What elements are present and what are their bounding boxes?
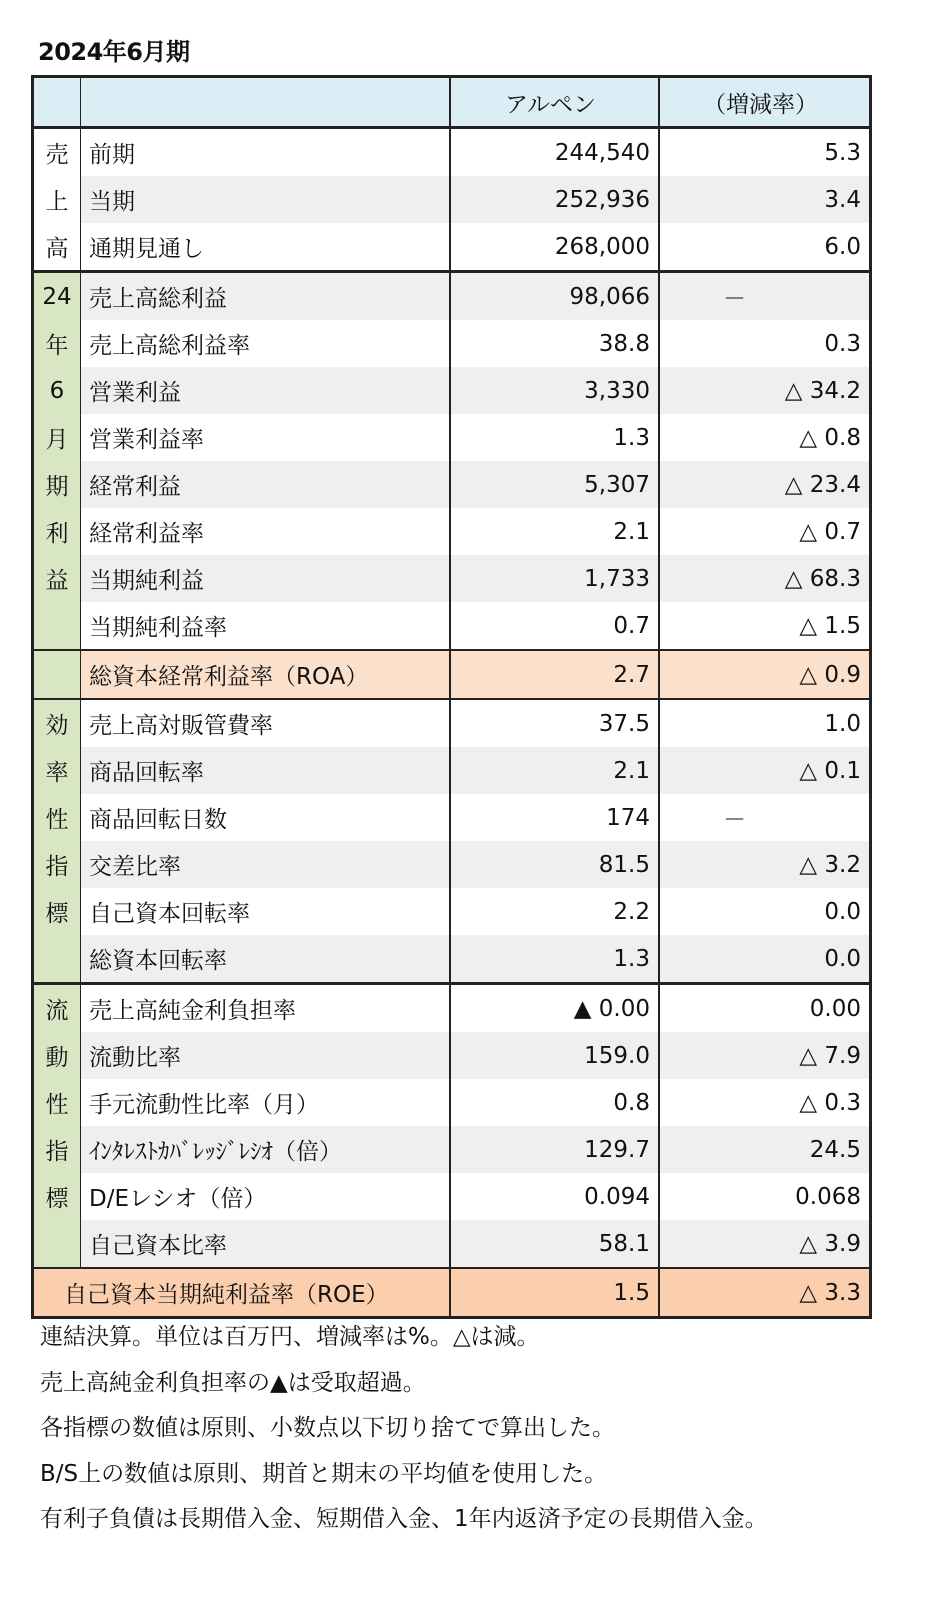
row-change: △ 0.9 <box>659 650 871 699</box>
row-change: 1.0 <box>659 699 871 747</box>
row-change: △ 0.7 <box>659 508 871 555</box>
row-name: 営業利益 <box>81 367 451 414</box>
row-value: 1.5 <box>450 1268 659 1318</box>
table-row <box>33 1173 871 1220</box>
row-change: △ 1.5 <box>659 602 871 650</box>
table-row <box>33 555 871 602</box>
row-name: 交差比率 <box>81 841 451 888</box>
section-label-char: 24 <box>33 272 81 321</box>
row-change: △ 34.2 <box>659 367 871 414</box>
table-row <box>33 367 871 414</box>
section-label-char: 月 <box>33 414 81 461</box>
table-row <box>33 1220 871 1268</box>
row-name: 商品回転日数 <box>81 794 451 841</box>
page-title: 2024年6月期 <box>38 38 190 66</box>
header-blank-name <box>81 77 451 128</box>
row-value: ▲ 0.00 <box>450 984 659 1033</box>
row-value: 2.1 <box>450 508 659 555</box>
row-change: △ 0.8 <box>659 414 871 461</box>
footnote: 連結決算。単位は百万円、増減率は%。△は減。 <box>40 1324 540 1350</box>
table-row <box>33 414 871 461</box>
row-name: 自己資本回転率 <box>81 888 451 935</box>
footnote: 有利子負債は長期借入金、短期借入金、1年内返済予定の長期借入金。 <box>40 1506 768 1532</box>
table-row <box>33 984 871 1033</box>
section-label-char: 動 <box>33 1032 81 1079</box>
footnote: B/S上の数値は原則、期首と期末の平均値を使用した。 <box>40 1460 608 1487</box>
row-change: 24.5 <box>659 1126 871 1173</box>
row-value: 38.8 <box>450 320 659 367</box>
row-value: 159.0 <box>450 1032 659 1079</box>
table-row <box>33 272 871 321</box>
row-name: 売上高純金利負担率 <box>81 984 451 1033</box>
table-row <box>33 176 871 223</box>
table-row <box>33 888 871 935</box>
row-name: 当期純利益率 <box>81 602 451 650</box>
roa-row <box>33 650 871 699</box>
row-name: 自己資本当期純利益率（ROE） <box>33 1268 451 1318</box>
footnotes <box>40 1315 768 1543</box>
header-company: アルペン <box>450 77 659 128</box>
table-row <box>33 841 871 888</box>
row-name: 総資本経常利益率（ROA） <box>81 650 451 699</box>
row-name: 手元流動性比率（月） <box>81 1079 451 1126</box>
section-label-char: 年 <box>33 320 81 367</box>
row-name: 通期見通し <box>81 223 451 272</box>
row-name: 経常利益率 <box>81 508 451 555</box>
header-blank <box>33 77 81 128</box>
table-header-row <box>33 77 871 128</box>
section-label-char: 効 <box>33 699 81 747</box>
table-row <box>33 747 871 794</box>
row-change: △ 3.2 <box>659 841 871 888</box>
table-row <box>33 1032 871 1079</box>
row-value: 1,733 <box>450 555 659 602</box>
row-name: 流動比率 <box>81 1032 451 1079</box>
row-value: 0.8 <box>450 1079 659 1126</box>
row-value: 174 <box>450 794 659 841</box>
row-value: 0.7 <box>450 602 659 650</box>
table-row <box>33 223 871 272</box>
table-row <box>33 699 871 747</box>
table-row <box>33 461 871 508</box>
table-row <box>33 128 871 177</box>
table-row <box>33 794 871 841</box>
row-change: 3.4 <box>659 176 871 223</box>
row-value: 2.2 <box>450 888 659 935</box>
row-change: △ 0.3 <box>659 1079 871 1126</box>
row-name: 売上高総利益 <box>81 272 451 321</box>
row-name: ｲﾝﾀﾚｽﾄｶﾊﾞﾚｯｼﾞﾚｼｵ（倍） <box>81 1126 451 1173</box>
footnote: 売上高純金利負担率の▲は受取超過。 <box>40 1369 426 1396</box>
section-label-char: 指 <box>33 841 81 888</box>
table-row <box>33 320 871 367</box>
section-label-char: 標 <box>33 888 81 935</box>
row-name: D/Eレシオ（倍） <box>81 1173 451 1220</box>
table-row <box>33 508 871 555</box>
row-value: 37.5 <box>450 699 659 747</box>
section-label-char: 率 <box>33 747 81 794</box>
row-change: － <box>659 794 871 841</box>
section-label-char: 流 <box>33 984 81 1033</box>
row-change: 0.3 <box>659 320 871 367</box>
row-value: 58.1 <box>450 1220 659 1268</box>
row-value: 244,540 <box>450 128 659 177</box>
row-change: 0.068 <box>659 1173 871 1220</box>
row-name: 経常利益 <box>81 461 451 508</box>
row-change: 6.0 <box>659 223 871 272</box>
row-value: 1.3 <box>450 414 659 461</box>
row-change: 0.0 <box>659 935 871 984</box>
row-value: 81.5 <box>450 841 659 888</box>
row-change: △ 7.9 <box>659 1032 871 1079</box>
row-change: － <box>659 272 871 321</box>
row-value: 129.7 <box>450 1126 659 1173</box>
row-change: △ 3.3 <box>659 1268 871 1318</box>
section-label-blank <box>33 1220 81 1268</box>
section-label-char: 期 <box>33 461 81 508</box>
row-change: △ 68.3 <box>659 555 871 602</box>
section-label-char: 売 <box>33 128 81 177</box>
row-change: △ 3.9 <box>659 1220 871 1268</box>
section-label-char: 標 <box>33 1173 81 1220</box>
table-row <box>33 602 871 650</box>
row-name: 総資本回転率 <box>81 935 451 984</box>
row-name: 当期 <box>81 176 451 223</box>
row-value: 5,307 <box>450 461 659 508</box>
row-change: △ 0.1 <box>659 747 871 794</box>
row-name: 前期 <box>81 128 451 177</box>
row-value: 252,936 <box>450 176 659 223</box>
section-label-char: 上 <box>33 176 81 223</box>
section-label-char: 6 <box>33 367 81 414</box>
row-value: 2.1 <box>450 747 659 794</box>
row-value: 268,000 <box>450 223 659 272</box>
section-label-char: 利 <box>33 508 81 555</box>
row-value: 2.7 <box>450 650 659 699</box>
table-row <box>33 1126 871 1173</box>
table-row <box>33 935 871 984</box>
row-name: 売上高総利益率 <box>81 320 451 367</box>
row-change: 5.3 <box>659 128 871 177</box>
section-label-char: 益 <box>33 555 81 602</box>
row-change: 0.0 <box>659 888 871 935</box>
section-label-blank <box>33 602 81 650</box>
row-name: 売上高対販管費率 <box>81 699 451 747</box>
footnote: 各指標の数値は原則、小数点以下切り捨てで算出した。 <box>40 1415 615 1441</box>
row-name: 商品回転率 <box>81 747 451 794</box>
row-name: 営業利益率 <box>81 414 451 461</box>
section-label-blank <box>33 935 81 984</box>
table-row <box>33 1079 871 1126</box>
header-change: （増減率） <box>659 77 871 128</box>
row-name: 自己資本比率 <box>81 1220 451 1268</box>
section-label-char: 指 <box>33 1126 81 1173</box>
financial-table <box>31 75 872 1319</box>
row-value: 1.3 <box>450 935 659 984</box>
section-label-char: 性 <box>33 1079 81 1126</box>
row-change: 0.00 <box>659 984 871 1033</box>
roe-row <box>33 1268 871 1318</box>
section-label-char: 性 <box>33 794 81 841</box>
section-label-char: 高 <box>33 223 81 272</box>
row-value: 3,330 <box>450 367 659 414</box>
row-value: 0.094 <box>450 1173 659 1220</box>
row-value: 98,066 <box>450 272 659 321</box>
row-name: 当期純利益 <box>81 555 451 602</box>
section-label-blank <box>33 650 81 699</box>
row-change: △ 23.4 <box>659 461 871 508</box>
